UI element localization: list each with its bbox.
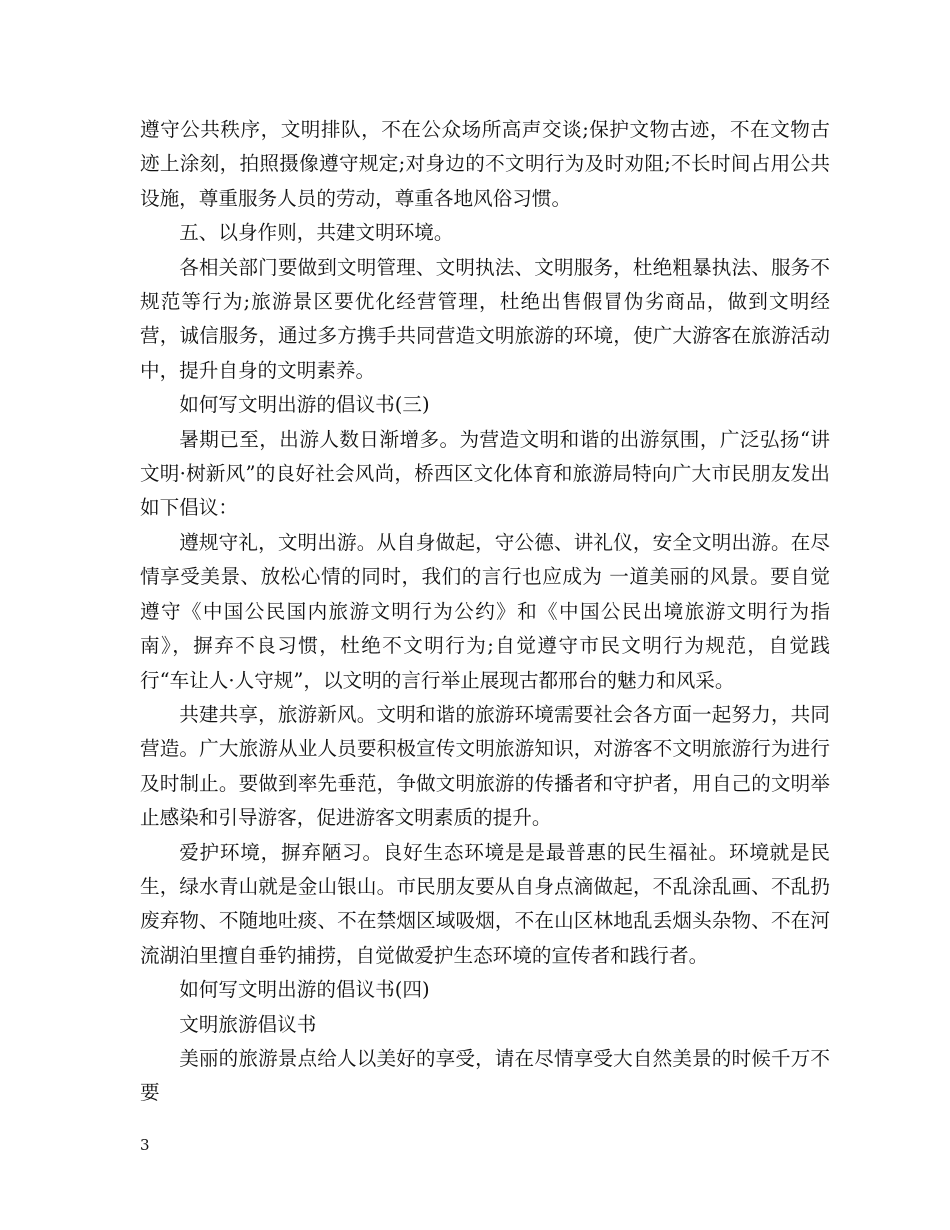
heading-part-four: 如何写文明出游的倡议书(四) — [179, 978, 430, 1002]
paragraph-summer-intro: 暑期已至，出游人数日渐增多。为营造文明和谐的出游氛围，广泛弘扬“讲文明·树新风”的良好社会风尚，桥西区文化体育和旅游局特向广大市民朋友发出如下倡议： — [140, 427, 830, 520]
heading-proposal-title: 文明旅游倡议书 — [179, 1012, 317, 1036]
paragraph-shared-new-trend: 共建共享，旅游新风。文明和谐的旅游环境需要社会各方面一起努力，共同营造。广大旅游从业人员要积极宣传文明旅游知识，对游客不文明旅游行为进行及时制止。要做到率先垂范，争做文明旅游的传播者和守护者，用自己的文明举止感染和引导游客，促进游客文明素质的提升。 — [140, 702, 830, 830]
paragraph-public-order: 遵守公共秩序，文明排队，不在公众场所高声交谈;保护文物古迹，不在文物古迹上涂刻，拍照摄像遵守规定;对身边的不文明行为及时劝阻;不长时间占用公共设施，尊重服务人员的劳动，尊重各地风俗习惯。 — [140, 118, 830, 210]
page-number: 3 — [140, 1136, 150, 1154]
heading-section-five: 五、以身作则，共建文明环境。 — [179, 221, 454, 245]
heading-part-three: 如何写文明出游的倡议书(三) — [179, 393, 430, 417]
paragraph-departments: 各相关部门要做到文明管理、文明执法、文明服务，杜绝粗暴执法、服务不规范等行为;旅游景区要优化经营管理，杜绝出售假冒伪劣商品，做到文明经营，诚信服务，通过多方携手共同营造文明旅游的环境，使广大游客在旅游活动中，提升自身的文明素养。 — [140, 255, 830, 382]
body-text — [140, 113, 830, 1111]
paragraph-scenic-spots: 美丽的旅游景点给人以美好的享受，请在尽情享受大自然美景的时候千万不要 — [140, 1046, 830, 1105]
paragraph-civilized-travel: 遵规守礼，文明出游。从自身做起，守公德、讲礼仪，安全文明出游。在尽情享受美景、放松心情的同时，我们的言行也应成为 一道美丽的风景。要自觉遵守《中国公民国内旅游文明行为公约》和《中国公民出境旅游文明行为指南》，摒弃不良习惯，杜绝不文明行为;自觉遵守市民文明行为规范，自觉践行“车让人·人守规”，以文明的言行举止展现古都邢台的魅力和风采。 — [140, 530, 830, 692]
paragraph-protect-environment: 爱护环境，摒弃陋习。良好生态环境是是最普惠的民生福祉。环境就是民生，绿水青山就是金山银山。市民朋友要从自身点滴做起，不乱涂乱画、不乱扔废弃物、不随地吐痰、不在禁烟区域吸烟，不在山区林地乱丢烟头杂物、不在河流湖泊里擅自垂钓捕捞，自觉做爱护生态环境的宣传者和践行者。 — [140, 840, 830, 967]
